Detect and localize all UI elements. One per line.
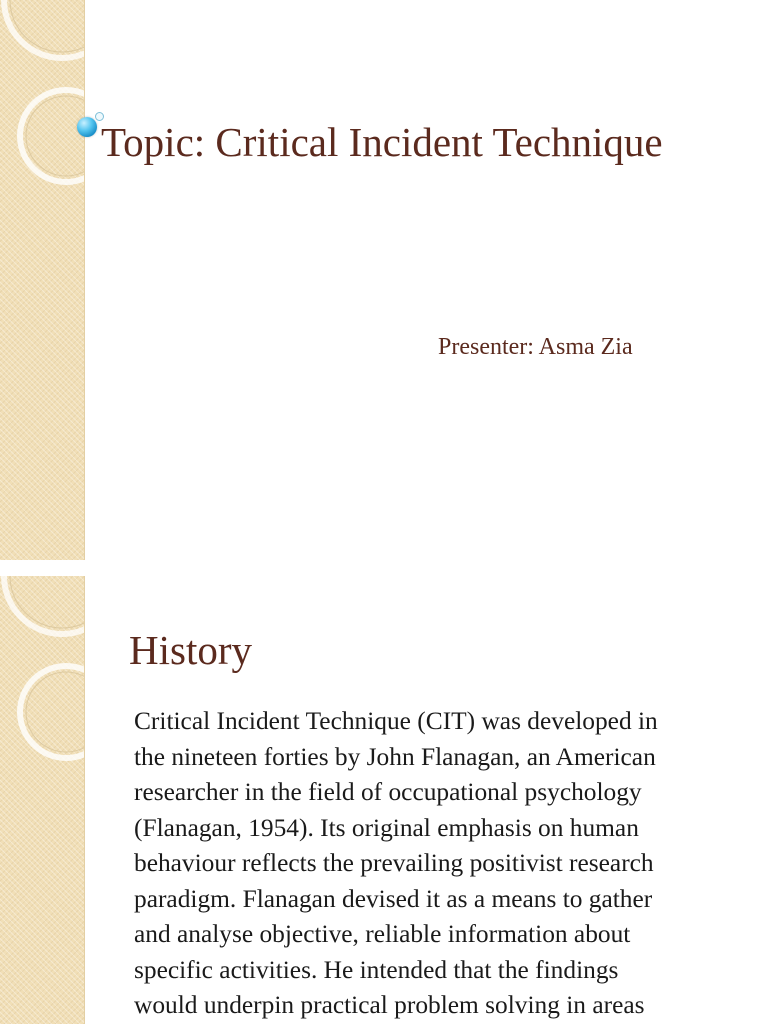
body-line: and analyse objective, reliable information about [134,920,631,948]
body-line: behaviour reflects the prevailing positivist research [134,849,654,877]
body-line: Critical Incident Technique (CIT) was developed in [134,707,658,735]
decorative-sidebar [0,0,85,560]
body-line: paradigm. Flanagan devised it as a means to gather [134,884,653,913]
body-line: researcher in the field of occupational psychology [134,778,642,806]
blue-bullet-icon [77,117,97,137]
slide-title: Topic: Critical Incident Technique [101,119,663,165]
body-line: would underpin practical problem solving in areas [134,991,645,1019]
decorative-sidebar [0,576,85,1024]
body-line: (Flanagan, 1954). Its original emphasis on human [134,813,639,842]
sidebar-rings-icon [0,576,84,1024]
presenter-subtitle: Presenter: Asma Zia [438,334,633,360]
history-slide [0,576,768,1024]
body-line: the nineteen forties by John Flanagan, an American [134,742,656,771]
section-title: History [129,627,252,673]
history-body [134,704,754,1024]
sidebar-rings-icon [0,0,84,560]
slide-divider [0,560,768,576]
body-line: specific activities. He intended that the findings [134,955,619,984]
